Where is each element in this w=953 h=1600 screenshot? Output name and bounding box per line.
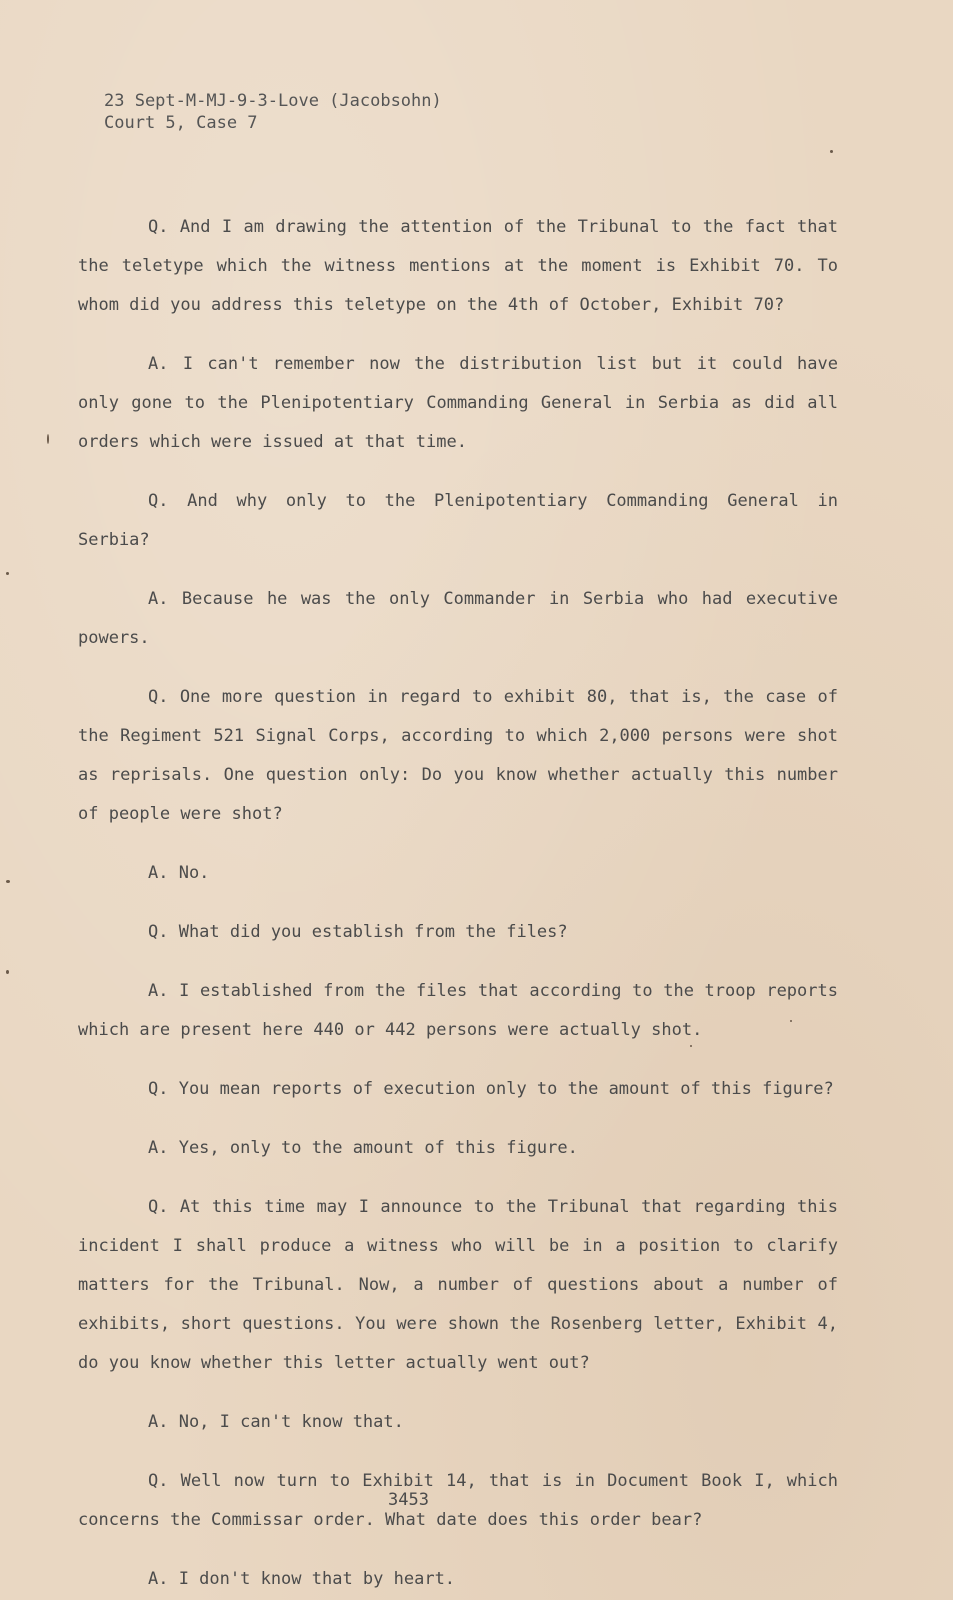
transcript-paragraph: Q. Well now turn to Exhibit 14, that is in Document Book I, which concerns the Commissar order. What date does this order bear? [78,1471,838,1530]
transcript-paragraph: Q. You mean reports of execution only to the amount of this figure? [148,1079,834,1099]
paper-speck [6,572,9,575]
transcript-paragraph: Q. And why only to the Plenipotentiary Commanding General in Serbia? [78,491,838,550]
paper-speck [790,1020,792,1022]
paper-speck [6,880,10,883]
paper-speck [6,970,9,974]
document-header [104,90,442,134]
transcript-body [78,208,838,1599]
paper-speck [830,150,833,153]
transcript-paragraph: Q. At this time may I announce to the Tribunal that regarding this incident I shall produce a witness who will be in a position to clarify matters for the Tribunal. Now, a number of questions about a number of exhibits, short questions. You were shown the Rosenberg letter, Exhibit 4, do you know whether this letter actually went out? [78,1197,838,1373]
transcript-paragraph: A. No. [148,863,210,883]
transcript-paragraph: A. No, I can't know that. [148,1412,404,1432]
transcript-paragraph: A. Because he was the only Commander in Serbia who had executive powers. [78,589,838,648]
page-number: 3453 [388,1490,429,1510]
transcript-paragraph: A. Yes, only to the amount of this figure. [148,1138,578,1158]
transcript-paragraph: A. I can't remember now the distribution list but it could have only gone to the Plenipotentiary Commanding General in Serbia as did all orders which were issued at that time. [78,354,838,452]
transcript-paragraph: A. I established from the files that according to the troop reports which are present here 440 or 442 persons were actually shot. [78,981,838,1040]
paper-speck [47,434,49,444]
transcript-paragraph: Q. One more question in regard to exhibit 80, that is, the case of the Regiment 521 Signal Corps, according to which 2,000 persons were shot as reprisals. One question only: Do you know whether actually this number of people were shot? [78,687,838,824]
header-reference-line: 23 Sept-M-MJ-9-3-Love (Jacobsohn) [104,91,442,111]
transcript-paragraph: A. I don't know that by heart. [148,1569,456,1589]
paper-speck [690,1045,692,1047]
transcript-paragraph: Q. And I am drawing the attention of the Tribunal to the fact that the teletype which the witness mentions at the moment is Exhibit 70. To whom did you address this teletype on the 4th of October, Exhibit 70? [78,217,838,315]
header-court-case-line: Court 5, Case 7 [104,113,258,133]
transcript-paragraph: Q. What did you establish from the files? [148,922,568,942]
